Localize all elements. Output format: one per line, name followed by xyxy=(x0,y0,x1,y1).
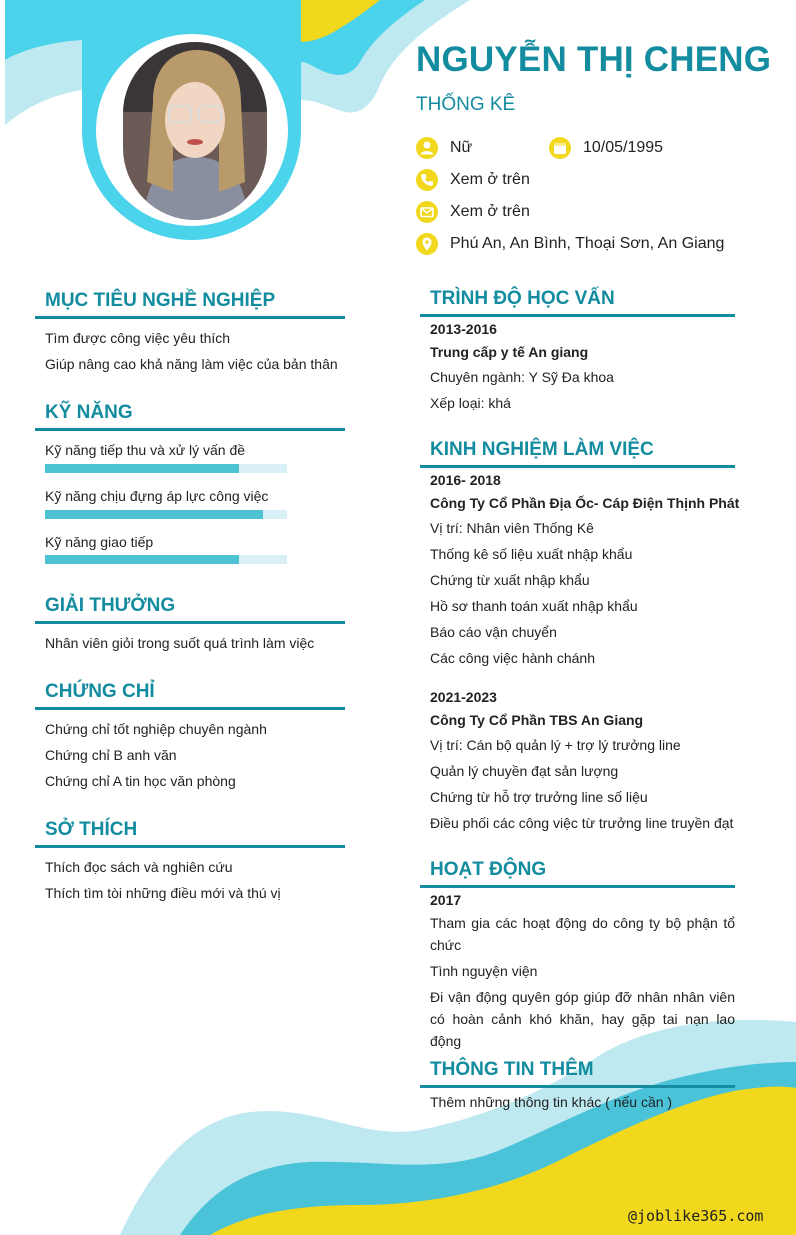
job-line: Báo cáo vận chuyển xyxy=(430,624,557,640)
address-value: Phú An, An Bình, Thoại Sơn, An Giang xyxy=(450,235,725,252)
hobbies-rule xyxy=(35,845,345,848)
certificate-item: Chứng chỉ A tin học văn phòng xyxy=(45,773,236,789)
user-icon xyxy=(416,137,438,159)
job-line: Quản lý chuyền đạt sản lượng xyxy=(430,763,619,779)
education-line: Chuyên ngành: Y Sỹ Đa khoa xyxy=(430,369,614,385)
phone-icon xyxy=(416,169,438,191)
job-company: Công Ty Cổ Phần TBS An Giang xyxy=(430,712,644,728)
skills-title: KỸ NĂNG xyxy=(45,402,133,423)
education-school: Trung cấp y tế An giang xyxy=(430,344,589,360)
education-rule xyxy=(420,314,735,317)
activities-title: HOẠT ĐỘNG xyxy=(430,859,547,880)
job-line: Vị trí: Cán bộ quản lý + trợ lý trưởng line xyxy=(430,737,681,753)
education-line: Xếp loại: khá xyxy=(430,395,511,411)
job-line: Thống kê số liệu xuất nhập khẩu xyxy=(430,546,633,562)
skill-bar xyxy=(45,555,287,564)
objective-item: Giúp nâng cao khả năng làm việc của bản thân xyxy=(45,356,338,372)
job-line: Điều phối các công việc từ trưởng line truyền đạt xyxy=(430,815,734,831)
email-row xyxy=(416,201,530,223)
candidate-role: THỐNG KÊ xyxy=(416,94,516,115)
hobby-item: Thích đọc sách và nghiên cứu xyxy=(45,859,233,875)
candidate-name: NGUYỄN THỊ CHENG xyxy=(416,40,772,79)
extra-title: THÔNG TIN THÊM xyxy=(430,1059,594,1080)
awards-rule xyxy=(35,621,345,624)
skill-label: Kỹ năng giao tiếp xyxy=(45,534,154,550)
activities-period: 2017 xyxy=(430,892,462,908)
certificate-item: Chứng chỉ B anh văn xyxy=(45,747,177,763)
skill-bar-fill xyxy=(45,555,239,564)
job-company: Công Ty Cổ Phần Địa Ốc- Cáp Điện Thịnh Phát xyxy=(430,495,740,511)
education-title: TRÌNH ĐỘ HỌC VẤN xyxy=(430,288,615,309)
gender-row xyxy=(416,137,472,159)
hobby-item: Thích tìm tòi những điều mới và thú vị xyxy=(45,885,281,901)
skill-bar-fill xyxy=(45,464,239,473)
skill-label: Kỹ năng chịu đựng áp lực công việc xyxy=(45,488,269,504)
hobbies-title: SỞ THÍCH xyxy=(45,819,138,840)
certificates-rule xyxy=(35,707,345,710)
activity-line: Tình nguyện viện xyxy=(430,963,538,979)
job-line: Chứng từ xuất nhập khẩu xyxy=(430,572,590,588)
objective-item: Tìm được công việc yêu thích xyxy=(45,330,231,346)
activities-rule xyxy=(420,885,735,888)
watermark: @joblike365.com xyxy=(628,1207,764,1225)
job-line: Vị trí: Nhân viên Thống Kê xyxy=(430,520,594,536)
extra-item: Thêm những thông tin khác ( nếu cần ) xyxy=(430,1094,673,1110)
location-icon xyxy=(416,233,438,255)
profile-photo xyxy=(123,42,267,220)
address-row xyxy=(416,233,724,255)
activity-line: Đi vận động quyên góp giúp đỡ nhân nhân viên có hoàn cảnh khó khăn, hay gặp tai nạn lao động xyxy=(430,989,735,1049)
job-line: Hồ sơ thanh toán xuất nhập khẩu xyxy=(430,598,638,614)
job-line: Chứng từ hỗ trợ trưởng line số liệu xyxy=(430,789,648,805)
certificate-item: Chứng chỉ tốt nghiệp chuyên ngành xyxy=(45,721,267,737)
objective-rule xyxy=(35,316,345,319)
skill-bar xyxy=(45,510,287,519)
education-period: 2013-2016 xyxy=(430,321,497,337)
skill-label: Kỹ năng tiếp thu và xử lý vấn đề xyxy=(45,442,246,458)
job-period: 2021-2023 xyxy=(430,689,497,705)
calendar-icon xyxy=(549,137,571,159)
phone-value: Xem ở trên xyxy=(450,171,530,188)
experience-rule xyxy=(420,465,735,468)
dob-value: 10/05/1995 xyxy=(583,139,664,156)
dob-row xyxy=(549,137,663,159)
award-item: Nhân viên giỏi trong suốt quá trình làm việc xyxy=(45,635,315,651)
email-value: Xem ở trên xyxy=(450,203,530,220)
awards-title: GIẢI THƯỞNG xyxy=(45,595,176,616)
job-line: Các công việc hành chánh xyxy=(430,650,595,666)
activity-line: Tham gia các hoạt động do công ty bộ phận tổ chức xyxy=(430,915,735,953)
phone-row xyxy=(416,169,530,191)
job-period: 2016- 2018 xyxy=(430,472,501,488)
certificates-title: CHỨNG CHỈ xyxy=(45,681,155,702)
experience-title: KINH NGHIỆM LÀM VIỆC xyxy=(430,439,654,460)
skills-rule xyxy=(35,428,345,431)
skill-bar xyxy=(45,464,287,473)
gender-value: Nữ xyxy=(450,139,473,156)
skill-bar-fill xyxy=(45,510,263,519)
extra-rule xyxy=(420,1085,735,1088)
mail-icon xyxy=(416,201,438,223)
objective-title: MỤC TIÊU NGHỀ NGHIỆP xyxy=(45,290,276,311)
